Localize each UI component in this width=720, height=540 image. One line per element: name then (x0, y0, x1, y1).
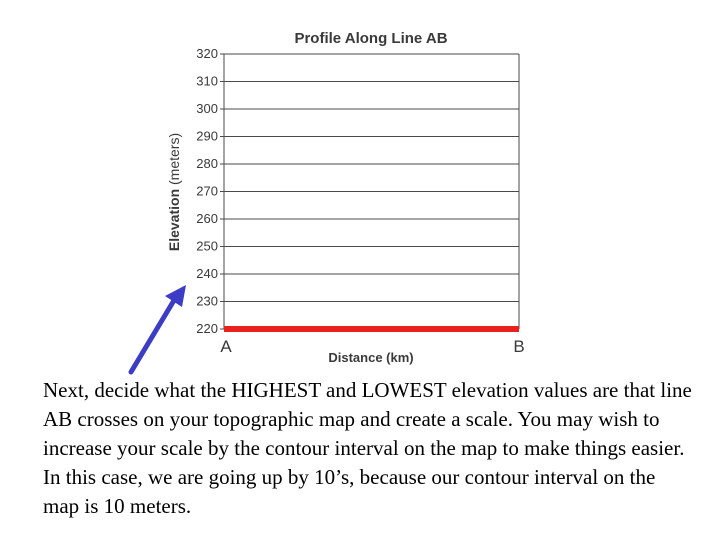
y-tick-label-280: 280 (196, 156, 218, 171)
y-tick-label-320: 320 (196, 46, 218, 61)
endpoint-b-label: B (513, 337, 525, 356)
endpoint-a-label: A (220, 337, 232, 356)
y-tick-label-240: 240 (196, 266, 218, 281)
arrow-head (165, 285, 186, 307)
y-tick-label-290: 290 (196, 128, 218, 144)
arrow-shaft (131, 297, 176, 372)
y-tick-label-230: 230 (196, 293, 218, 309)
chart-title: Profile Along Line AB (294, 30, 448, 47)
y-tick-labels (196, 46, 218, 336)
y-axis-label-main: Elevation (166, 188, 182, 252)
y-tick-label-300: 300 (196, 101, 218, 116)
y-axis-label-unit: (meters) (166, 132, 182, 185)
y-tick-label-220: 220 (196, 321, 218, 336)
y-tick-label-310: 310 (196, 73, 218, 89)
y-axis-label (166, 133, 182, 251)
y-tick-label-250: 250 (196, 238, 218, 254)
arrow-icon (131, 285, 186, 372)
grid-layer (220, 54, 519, 329)
y-tick-label-260: 260 (196, 211, 218, 226)
instruction-text: Next, decide what the HIGHEST and LOWEST elevation values are that line AB crosses on your topographic map and create a scale. You may wish to increase your scale by the contour interval on the map to make things easier. In this case, we are going up by 10’s, because our contour interval on the map is 10 meters. (43, 378, 692, 518)
y-tick-label-270: 270 (196, 183, 218, 199)
x-axis-label: Distance (km) (328, 350, 414, 365)
